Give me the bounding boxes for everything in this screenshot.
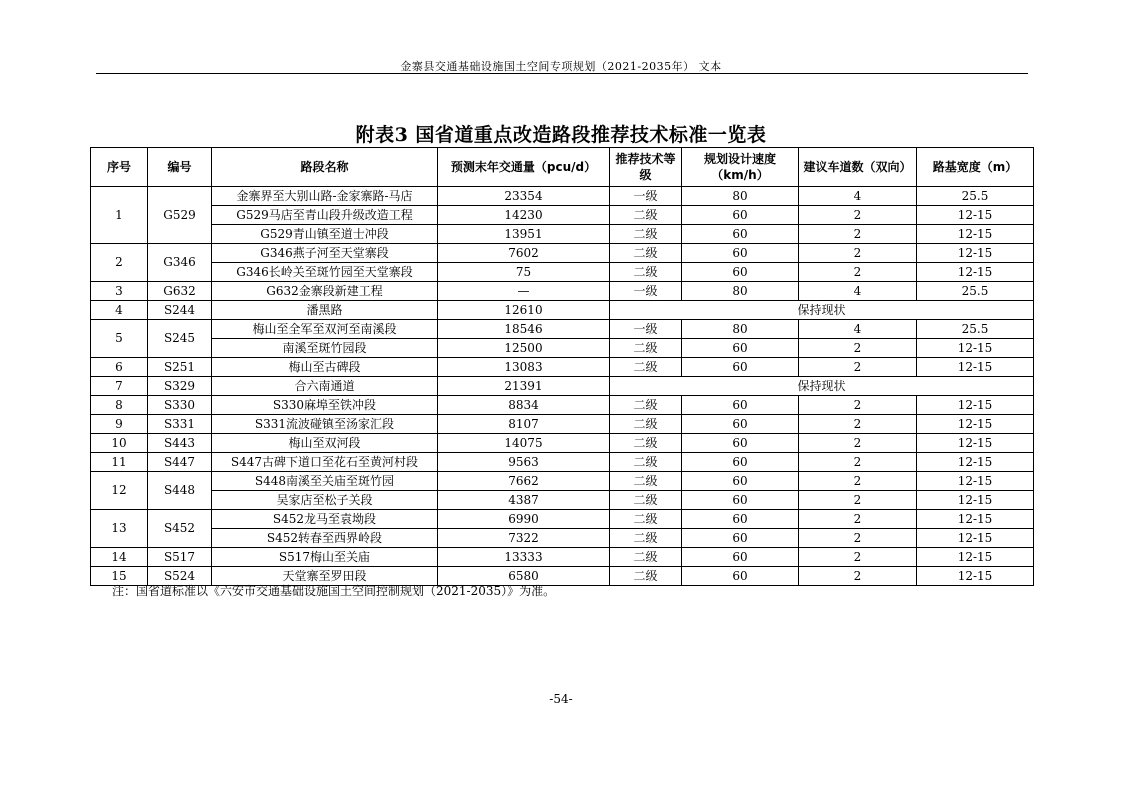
segment-name-cell: S517梅山至关庙 [212,548,438,567]
lanes-cell: 2 [799,548,917,567]
col-header-index: 序号 [91,148,148,187]
segment-name-cell: G346燕子河至天堂寨段 [212,244,438,263]
col-header-segment-name: 路段名称 [212,148,438,187]
lanes-cell: 2 [799,491,917,510]
lanes-cell: 2 [799,567,917,586]
speed-cell: 60 [682,244,799,263]
speed-cell: 60 [682,339,799,358]
row-index-cell: 14 [91,548,148,567]
segment-name-cell: G632金寨段新建工程 [212,282,438,301]
table-row [91,396,1034,415]
width-cell: 25.5 [917,187,1034,206]
speed-cell: 60 [682,472,799,491]
traffic-cell: 9563 [438,453,610,472]
segment-name-cell: 天堂寨至罗田段 [212,567,438,586]
lanes-cell: 2 [799,510,917,529]
row-index-cell: 15 [91,567,148,586]
row-index-cell: 3 [91,282,148,301]
table-row [91,358,1034,377]
row-index-cell: 5 [91,320,148,358]
lanes-cell: 4 [799,320,917,339]
grade-cell: 二级 [610,358,682,377]
road-code-cell: S448 [148,472,212,510]
traffic-cell: 14230 [438,206,610,225]
row-index-cell: 9 [91,415,148,434]
speed-cell: 60 [682,453,799,472]
table-row [91,244,1034,263]
status-cell: 保持现状 [610,377,1034,396]
table-row [91,453,1034,472]
lanes-cell: 2 [799,358,917,377]
traffic-cell: 8107 [438,415,610,434]
speed-cell: 80 [682,282,799,301]
page-number: -54- [549,692,573,706]
road-code-cell: S330 [148,396,212,415]
segment-name-cell: 吴家店至松子关段 [212,491,438,510]
table-row [91,187,1034,206]
col-header-code: 编号 [148,148,212,187]
speed-cell: 80 [682,320,799,339]
header-divider [96,73,1028,74]
table-row [91,377,1034,396]
road-code-cell: G529 [148,187,212,244]
width-cell: 12-15 [917,529,1034,548]
col-header-width: 路基宽度（m） [917,148,1034,187]
lanes-cell: 2 [799,396,917,415]
speed-cell: 60 [682,434,799,453]
lanes-cell: 2 [799,472,917,491]
speed-cell: 60 [682,510,799,529]
width-cell: 12-15 [917,244,1034,263]
table-row [91,491,1034,510]
lanes-cell: 2 [799,225,917,244]
traffic-cell: 23354 [438,187,610,206]
status-cell: 保持现状 [610,301,1034,320]
segment-name-cell: S447古碑下道口至花石至黄河村段 [212,453,438,472]
width-cell: 25.5 [917,320,1034,339]
table-header-row [91,148,1034,187]
grade-cell: 二级 [610,339,682,358]
grade-cell: 二级 [610,510,682,529]
speed-cell: 60 [682,206,799,225]
segment-name-cell: S448南溪至关庙至斑竹园 [212,472,438,491]
traffic-cell: 13083 [438,358,610,377]
segment-name-cell: 合六南通道 [212,377,438,396]
grade-cell: 一级 [610,187,682,206]
segment-name-cell: 梅山至全军至双河至南溪段 [212,320,438,339]
road-code-cell: S452 [148,510,212,548]
standards-table [90,147,1034,586]
width-cell: 12-15 [917,567,1034,586]
lanes-cell: 2 [799,453,917,472]
grade-cell: 二级 [610,491,682,510]
traffic-cell: 18546 [438,320,610,339]
speed-cell: 60 [682,358,799,377]
lanes-cell: 2 [799,529,917,548]
width-cell: 12-15 [917,225,1034,244]
traffic-cell: 7662 [438,472,610,491]
width-cell: 12-15 [917,263,1034,282]
col-header-traffic: 预测末年交通量（pcu/d） [438,148,610,187]
segment-name-cell: S452转春至西界岭段 [212,529,438,548]
speed-cell: 60 [682,548,799,567]
traffic-cell: — [438,282,610,301]
width-cell: 12-15 [917,472,1034,491]
grade-cell: 二级 [610,548,682,567]
road-code-cell: S251 [148,358,212,377]
speed-cell: 60 [682,567,799,586]
segment-name-cell: 金寨界至大别山路-金家寨路-马店 [212,187,438,206]
segment-name-cell: 南溪至斑竹园段 [212,339,438,358]
grade-cell: 二级 [610,244,682,263]
lanes-cell: 4 [799,187,917,206]
lanes-cell: 2 [799,263,917,282]
row-index-cell: 7 [91,377,148,396]
segment-name-cell: G529青山镇至道士冲段 [212,225,438,244]
speed-cell: 80 [682,187,799,206]
grade-cell: 二级 [610,453,682,472]
traffic-cell: 7602 [438,244,610,263]
road-code-cell: S329 [148,377,212,396]
segment-name-cell: S452龙马至袁坳段 [212,510,438,529]
table-row [91,263,1034,282]
table-body [91,187,1034,586]
road-code-cell: S443 [148,434,212,453]
speed-cell: 60 [682,396,799,415]
table-row [91,225,1034,244]
grade-cell: 二级 [610,263,682,282]
lanes-cell: 2 [799,244,917,263]
grade-cell: 二级 [610,567,682,586]
row-index-cell: 11 [91,453,148,472]
road-code-cell: S331 [148,415,212,434]
traffic-cell: 12500 [438,339,610,358]
row-index-cell: 1 [91,187,148,244]
traffic-cell: 75 [438,263,610,282]
road-code-cell: S244 [148,301,212,320]
table-note: 注：国省道标准以《六安市交通基础设施国土空间控制规划（2021-2035）》为准。 [112,584,556,598]
row-index-cell: 6 [91,358,148,377]
width-cell: 12-15 [917,339,1034,358]
road-code-cell: G632 [148,282,212,301]
grade-cell: 二级 [610,434,682,453]
width-cell: 12-15 [917,434,1034,453]
col-header-speed: 规划设计速度（km/h） [682,148,799,187]
traffic-cell: 4387 [438,491,610,510]
traffic-cell: 7322 [438,529,610,548]
table-row [91,282,1034,301]
table-row [91,206,1034,225]
traffic-cell: 8834 [438,396,610,415]
traffic-cell: 6580 [438,567,610,586]
width-cell: 12-15 [917,548,1034,567]
page-header: 金寨县交通基础设施国土空间专项规划（2021-2035年） 文本 [400,60,722,73]
traffic-cell: 12610 [438,301,610,320]
width-cell: 25.5 [917,282,1034,301]
lanes-cell: 2 [799,339,917,358]
width-cell: 12-15 [917,358,1034,377]
table-row [91,548,1034,567]
road-code-cell: S517 [148,548,212,567]
width-cell: 12-15 [917,453,1034,472]
lanes-cell: 2 [799,415,917,434]
table-title: 附表3 国省道重点改造路段推荐技术标准一览表 [355,124,767,146]
segment-name-cell: S330麻埠至铁冲段 [212,396,438,415]
grade-cell: 二级 [610,206,682,225]
speed-cell: 60 [682,415,799,434]
segment-name-cell: 潘黑路 [212,301,438,320]
row-index-cell: 13 [91,510,148,548]
grade-cell: 二级 [610,529,682,548]
table-row [91,472,1034,491]
table-row [91,434,1034,453]
grade-cell: 二级 [610,415,682,434]
speed-cell: 60 [682,529,799,548]
table-row [91,529,1034,548]
traffic-cell: 13951 [438,225,610,244]
segment-name-cell: G346长岭关至斑竹园至天堂寨段 [212,263,438,282]
grade-cell: 二级 [610,396,682,415]
segment-name-cell: G529马店至青山段升级改造工程 [212,206,438,225]
traffic-cell: 13333 [438,548,610,567]
col-header-lanes: 建议车道数（双向） [799,148,917,187]
speed-cell: 60 [682,491,799,510]
segment-name-cell: 梅山至古碑段 [212,358,438,377]
traffic-cell: 21391 [438,377,610,396]
table-row [91,510,1034,529]
grade-cell: 二级 [610,472,682,491]
road-code-cell: G346 [148,244,212,282]
speed-cell: 60 [682,263,799,282]
traffic-cell: 14075 [438,434,610,453]
lanes-cell: 4 [799,282,917,301]
width-cell: 12-15 [917,510,1034,529]
lanes-cell: 2 [799,206,917,225]
road-code-cell: S524 [148,567,212,586]
row-index-cell: 8 [91,396,148,415]
grade-cell: 二级 [610,225,682,244]
table-row [91,301,1034,320]
table-row [91,415,1034,434]
width-cell: 12-15 [917,206,1034,225]
width-cell: 12-15 [917,415,1034,434]
speed-cell: 60 [682,225,799,244]
road-code-cell: S245 [148,320,212,358]
row-index-cell: 10 [91,434,148,453]
grade-cell: 一级 [610,320,682,339]
traffic-cell: 6990 [438,510,610,529]
lanes-cell: 2 [799,434,917,453]
width-cell: 12-15 [917,491,1034,510]
segment-name-cell: 梅山至双河段 [212,434,438,453]
row-index-cell: 12 [91,472,148,510]
road-code-cell: S447 [148,453,212,472]
table-row [91,339,1034,358]
width-cell: 12-15 [917,396,1034,415]
table-row [91,320,1034,339]
grade-cell: 一级 [610,282,682,301]
row-index-cell: 4 [91,301,148,320]
segment-name-cell: S331流波碰镇至汤家汇段 [212,415,438,434]
row-index-cell: 2 [91,244,148,282]
col-header-grade: 推荐技术等级 [610,148,682,187]
